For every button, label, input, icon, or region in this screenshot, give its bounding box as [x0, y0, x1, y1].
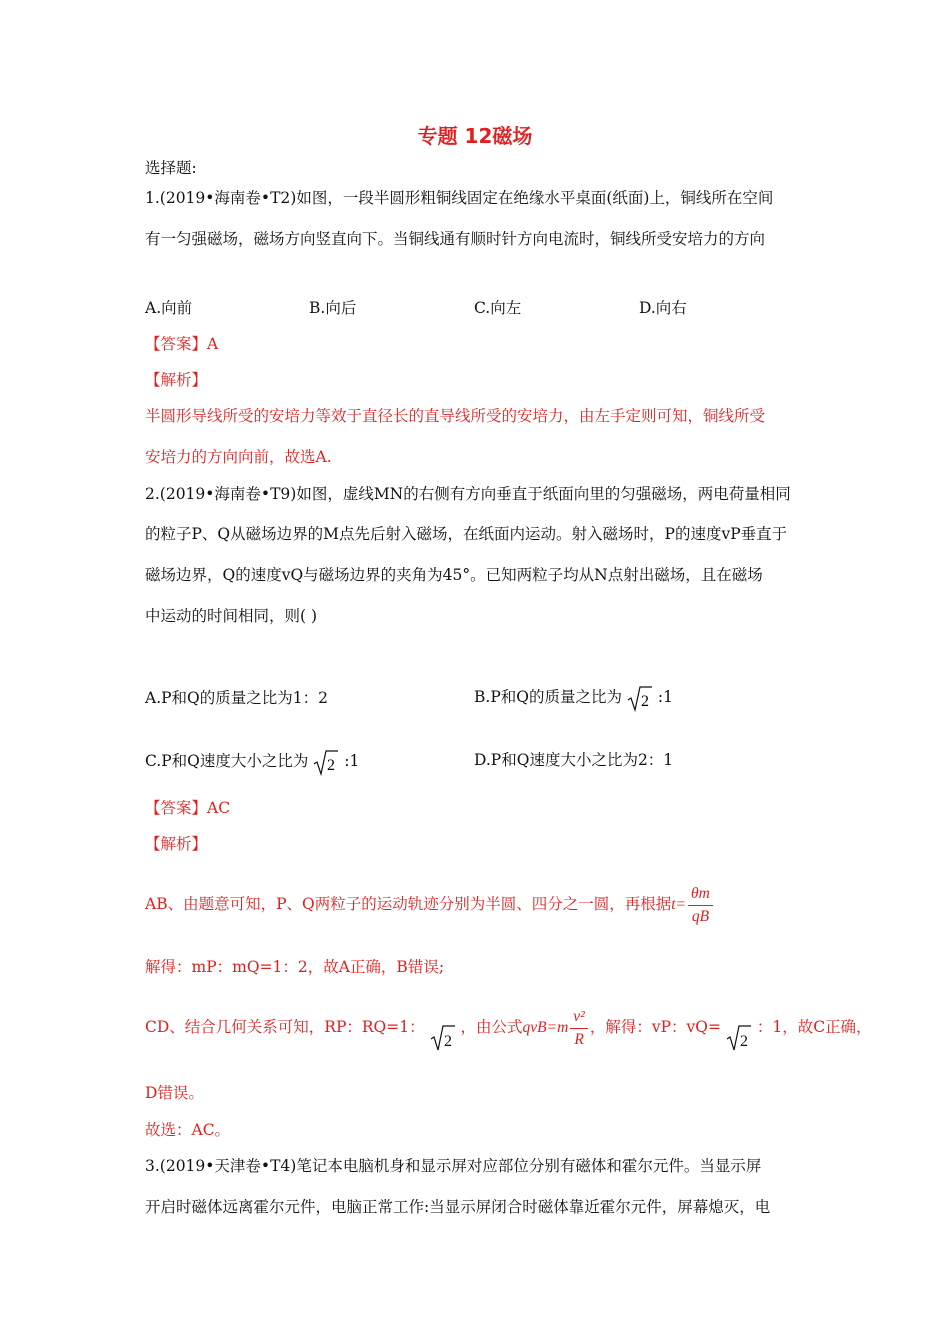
formula-t-fraction [688, 883, 713, 928]
q2-option-c-text: C.P和Q速度大小之比为 [145, 752, 309, 770]
sqrt-symbol [726, 1022, 752, 1052]
formula-t-denominator: qB [691, 907, 710, 925]
q2-option-b [474, 684, 673, 712]
q2-analysis-cd-mid2: ，解得：vP：vQ= [589, 1018, 721, 1036]
q2-analysis-ab [145, 880, 715, 929]
q2-analysis-cd-end: D错误。 [145, 1084, 204, 1102]
section-heading: 选择题: [145, 159, 197, 177]
q2-analysis-cd-post: ：1，故C正确， [756, 1018, 872, 1036]
sqrt-radicand: 2 [327, 757, 336, 774]
q2-option-a: A.P和Q的质量之比为1：2 [145, 689, 328, 707]
q3-line-2: 开启时磁体远离霍尔元件，电脑正常工作:当显示屏闭合时磁体靠近霍尔元件，屏幕熄灭，电 [145, 1198, 771, 1216]
q2-option-b-text: B.P和Q的质量之比为 [474, 688, 622, 706]
q2-analysis-cd-mid: ，由公式 [460, 1018, 523, 1036]
q1-option-b: B.向后 [309, 299, 357, 317]
sqrt-symbol [313, 748, 339, 776]
formula-qvb-denominator: R [574, 1030, 584, 1048]
sqrt-radicand: 2 [640, 693, 649, 710]
q1-option-a: A.向前 [145, 299, 193, 317]
q2-option-b-ratio: :1 [657, 688, 673, 706]
q1-answer: 【答案】A [145, 335, 219, 353]
sqrt-radicand: 2 [443, 1033, 452, 1050]
q2-line-1: 2.(2019•海南卷•T9)如图，虚线MN的右侧有方向垂直于纸面向里的匀强磁场，两电荷量相同 [145, 485, 791, 503]
formula-qvb-numerator: v² [570, 1006, 588, 1029]
sqrt-symbol [430, 1022, 456, 1052]
formula-t-numerator: θm [688, 883, 713, 906]
q1-line-2: 有一匀强磁场，磁场方向竖直向下。当铜线通有顺时针方向电流时，铜线所受安培力的方向 [145, 230, 766, 248]
q2-analysis-label: 【解析】 [145, 835, 208, 853]
q2-line-2: 的粒子P、Q从磁场边界的M点先后射入磁场，在纸面内运动。射入磁场时，P的速度vP垂直于 [145, 525, 788, 543]
page-title: 专题 12磁场 [417, 124, 533, 148]
q2-option-d: D.P和Q速度大小之比为2：1 [474, 751, 674, 769]
q1-option-d: D.向右 [639, 299, 687, 317]
q1-analysis-line-2: 安培力的方向向前，故选A. [145, 448, 332, 466]
q1-line-1: 1.(2019•海南卷•T2)如图，一段半圆形粗铜线固定在绝缘水平桌面(纸面)上，铜线所在空间 [145, 189, 774, 207]
q2-option-c [145, 748, 359, 776]
sqrt-symbol [627, 684, 653, 712]
q2-analysis-cd [145, 1002, 872, 1053]
q2-line-3: 磁场边界，Q的速度vQ与磁场边界的夹角为45°。已知两粒子均从N点射出磁场，且在磁场 [145, 566, 763, 584]
q1-option-c: C.向左 [474, 299, 522, 317]
formula-t-lhs: t= [671, 896, 687, 913]
q2-answer: 【答案】AC [145, 799, 231, 817]
q3-line-1: 3.(2019•天津卷•T4)笔记本电脑机身和显示屏对应部位分别有磁体和霍尔元件。当显示屏 [145, 1157, 762, 1175]
q2-line-4: 中运动的时间相同，则( ) [145, 607, 318, 625]
q2-option-c-ratio: :1 [344, 752, 360, 770]
q2-analysis-ab-text: AB、由题意可知，P、Q两粒子的运动轨迹分别为半圆、四分之一圆，再根据 [145, 895, 672, 913]
q2-analysis-cd-pre: CD、结合几何关系可知，RP：RQ=1： [145, 1018, 425, 1036]
formula-qvb-fraction [570, 1006, 588, 1051]
q2-analysis-solve: 解得：mP：mQ=1：2，故A正确，B错误; [145, 958, 445, 976]
q2-conclusion: 故选：AC。 [145, 1121, 231, 1139]
q1-analysis-label: 【解析】 [145, 371, 208, 389]
formula-qvb-lhs: qvB=m [522, 1019, 569, 1036]
sqrt-radicand: 2 [739, 1033, 748, 1050]
q1-analysis-line-1: 半圆形导线所受的安培力等效于直径长的直导线所受的安培力，由左手定则可知，铜线所受 [145, 407, 766, 425]
